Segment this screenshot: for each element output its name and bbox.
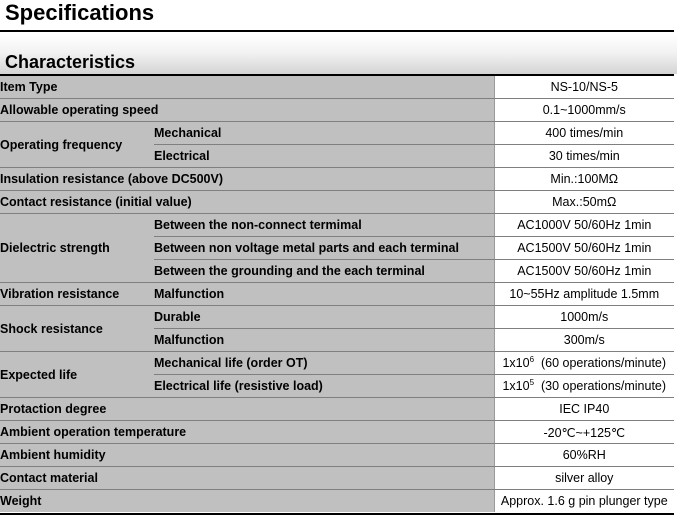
sub-label-electrical-life: Electrical life (resistive load) (154, 375, 494, 398)
value-non-connect: AC1000V 50/60Hz 1min (494, 214, 674, 237)
table-row (0, 398, 674, 421)
row-label-allowable-speed: Allowable operating speed (0, 99, 494, 122)
table-row (0, 306, 674, 329)
row-value-weight: Approx. 1.6 g pin plunger type (494, 490, 674, 513)
electrical-life-rate: (30 operations/minute) (534, 379, 667, 393)
row-label-ambient-temperature: Ambient operation temperature (0, 421, 494, 444)
table-row (0, 352, 674, 375)
mechanical-life-base: 1x10 (502, 356, 530, 370)
table-row (0, 283, 674, 306)
row-value-item-type: NS-10/NS-5 (494, 76, 674, 99)
section-title: Characteristics (5, 52, 136, 72)
title-divider (0, 30, 674, 32)
sub-label-electrical: Electrical (154, 145, 494, 168)
row-label-contact-material: Contact material (0, 467, 494, 490)
row-value-allowable-speed: 0.1~1000mm/s (494, 99, 674, 122)
value-mechanical-frequency: 400 times/min (494, 122, 674, 145)
value-grounding: AC1500V 50/60Hz 1min (494, 260, 674, 283)
sub-label-vibration-malfunction: Malfunction (154, 283, 494, 306)
mechanical-life-rate: (60 operations/minute) (534, 356, 667, 370)
value-electrical-frequency: 30 times/min (494, 145, 674, 168)
value-non-voltage: AC1500V 50/60Hz 1min (494, 237, 674, 260)
table-row (0, 76, 674, 99)
table-row (0, 168, 674, 191)
row-label-dielectric-strength: Dielectric strength (0, 214, 154, 283)
row-label-item-type: Item Type (0, 76, 494, 99)
sub-label-mechanical: Mechanical (154, 122, 494, 145)
row-label-protection-degree: Protaction degree (0, 398, 494, 421)
value-vibration-malfunction: 10~55Hz amplitude 1.5mm (494, 283, 674, 306)
row-label-contact-resistance: Contact resistance (initial value) (0, 191, 494, 214)
table-row (0, 122, 674, 145)
table-row (0, 444, 674, 467)
row-label-shock-resistance: Shock resistance (0, 306, 154, 352)
page-title: Specifications (5, 0, 155, 25)
value-electrical-life (494, 375, 674, 398)
row-value-ambient-temperature: -20℃~+125℃ (494, 421, 674, 444)
row-label-weight: Weight (0, 490, 494, 513)
row-value-contact-resistance: Max.:50mΩ (494, 191, 674, 214)
electrical-life-base: 1x10 (502, 379, 530, 393)
row-label-operating-frequency: Operating frequency (0, 122, 154, 168)
table-row (0, 421, 674, 444)
sub-label-mechanical-life: Mechanical life (order OT) (154, 352, 494, 375)
table-row (0, 214, 674, 237)
row-label-ambient-humidity: Ambient humidity (0, 444, 494, 467)
row-label-insulation-resistance: Insulation resistance (above DC500V) (0, 168, 494, 191)
value-durable: 1000m/s (494, 306, 674, 329)
sub-label-durable: Durable (154, 306, 494, 329)
table-row (0, 191, 674, 214)
table-row (0, 99, 674, 122)
sub-label-grounding: Between the grounding and the each terminal (154, 260, 494, 283)
row-value-ambient-humidity: 60%RH (494, 444, 674, 467)
row-label-vibration-resistance: Vibration resistance (0, 283, 154, 306)
sub-label-shock-malfunction: Malfunction (154, 329, 494, 352)
value-mechanical-life (494, 352, 674, 375)
value-shock-malfunction: 300m/s (494, 329, 674, 352)
row-value-protection-degree: IEC IP40 (494, 398, 674, 421)
table-row (0, 490, 674, 513)
sub-label-non-connect: Between the non-connect termimal (154, 214, 494, 237)
specifications-table (0, 76, 674, 512)
mechanical-life-exponent: 6 (529, 355, 535, 364)
row-value-contact-material: silver alloy (494, 467, 674, 490)
electrical-life-exponent: 5 (529, 378, 535, 387)
row-value-insulation-resistance: Min.:100MΩ (494, 168, 674, 191)
sub-label-non-voltage: Between non voltage metal parts and each terminal (154, 237, 494, 260)
row-label-expected-life: Expected life (0, 352, 154, 398)
table-row (0, 467, 674, 490)
